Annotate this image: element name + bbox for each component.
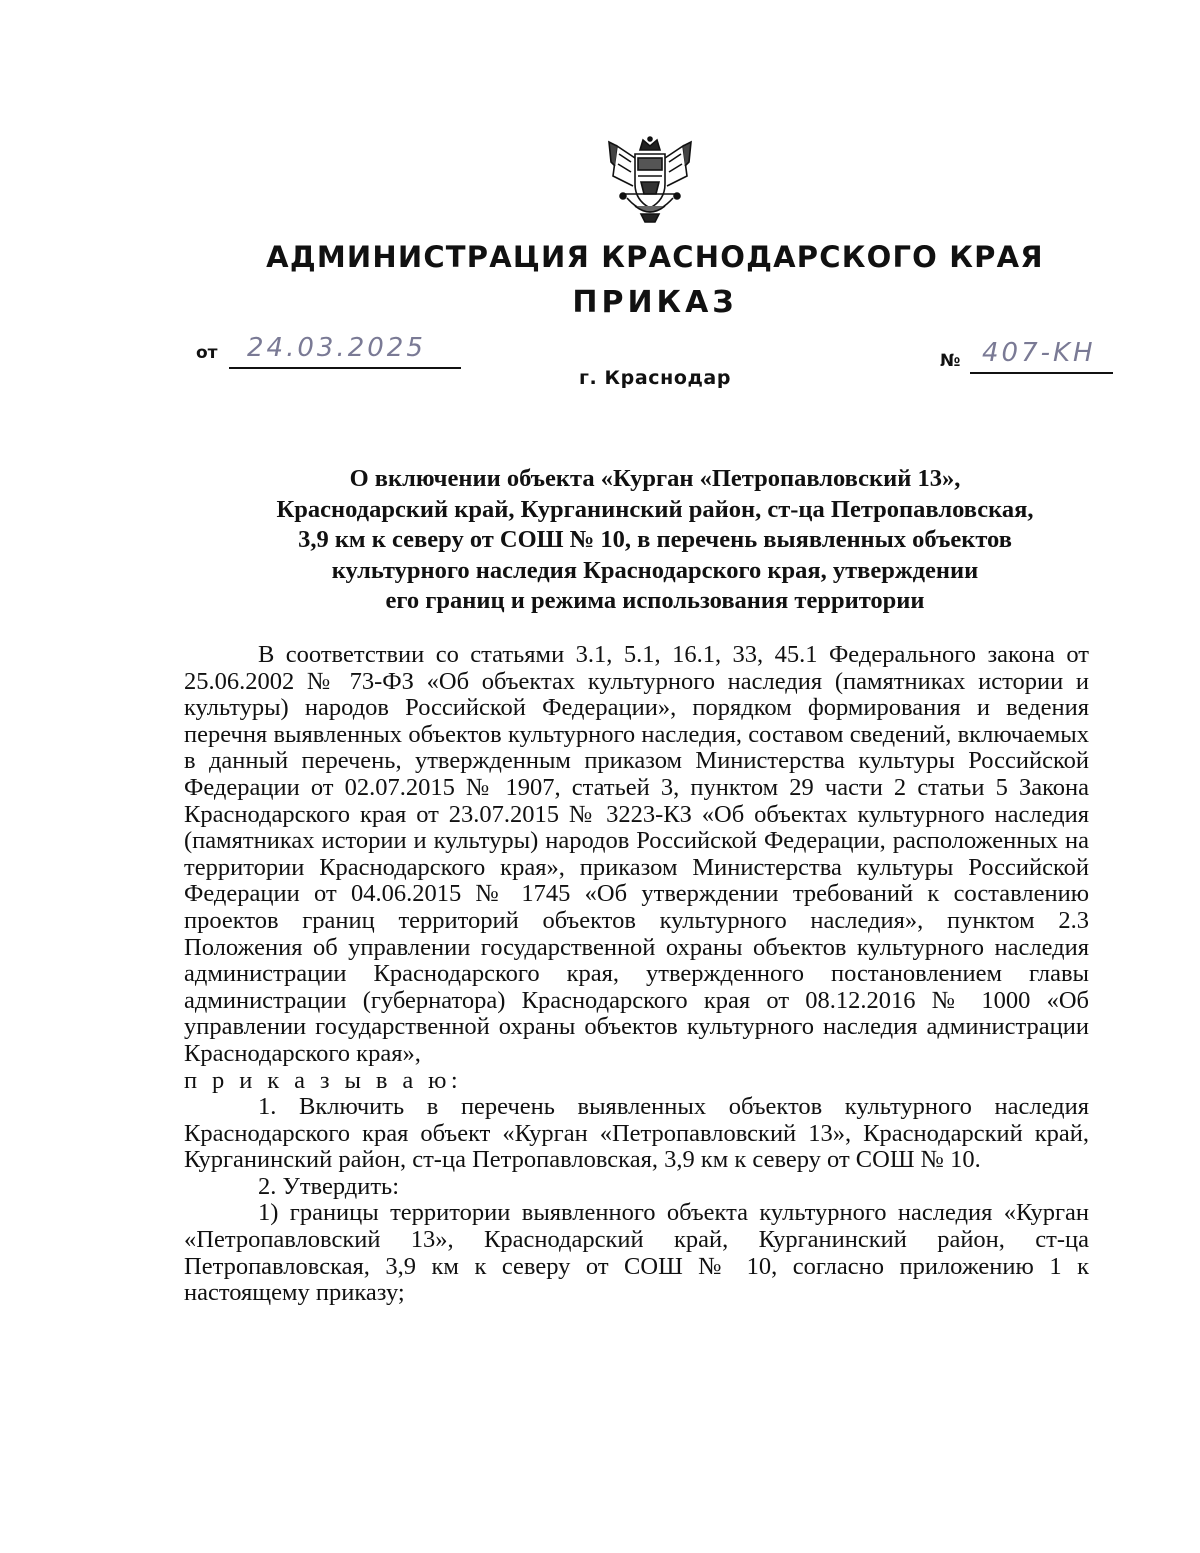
heading-line: 3,9 км к северу от СОШ № 10, в перечень выявленных объектов xyxy=(298,526,1012,553)
heading-line: культурного наследия Краснодарского края, утверждении xyxy=(331,556,979,584)
order-heading xyxy=(180,464,1130,617)
organization-title: АДМИНИСТРАЦИЯ КРАСНОДАРСКОГО КРАЯ xyxy=(266,240,1044,274)
document-type-title: ПРИКАЗ xyxy=(572,285,738,320)
number-field xyxy=(970,338,1113,374)
item-1-paragraph: 1. Включить в перечень выявленных объектов культурного наследия Краснодарского края объект «Курган «Петропавловский 13», Краснодарский край, Курганинский район, ст-ца Петропавловская, 3,9 км к северу от СОШ № 10. xyxy=(184,1093,1089,1174)
order-body xyxy=(184,642,1089,1307)
item-2-paragraph: 2. Утвердить: xyxy=(258,1172,400,1200)
date-handwritten-value: 24.03.2025 xyxy=(247,333,426,363)
heading-line: Краснодарский край, Курганинский район, ст-ца Петропавловская, xyxy=(276,495,1034,523)
preamble-paragraph: В соответствии со статьями 3.1, 5.1, 16.1, 33, 45.1 Федерального закона от 25.06.2002 № 73-ФЗ «Об объектах культурного наследия (памятниках истории и культуры) народов Российской Федерации», порядком формирования и ведения перечня выявленных объектов культурного наследия, составом сведений, включаемых в данный перечень, утвержденным приказом Министерства культуры Российской Федерации от 02.07.2015 № 1907, статьей 3, пунктом 29 части 2 статьи 5 Закона Краснодарского края от 23.07.2015 № 3223-КЗ «Об объектах культурного наследия (памятниках истории и культуры) народов Российской Федерации, расположенных на территории Краснодарского края», приказом Министерства культуры Российской Федерации от 04.06.2015 № 1745 «Об утверждении требований к составлению проектов границ территорий объектов культурного наследия», пунктом 2.3 Положения об управлении государственной охраны объектов культурного наследия администрации Краснодарского края, утвержденного постановлением главы администрации (губернатора) Краснодарского края от 08.12.2016 № 1000 «Об управлении государственной охраны объектов культурного наследия администрации Краснодарского края», xyxy=(184,641,1089,1067)
date-prefix: от xyxy=(196,343,218,363)
heading-line: О включении объекта «Курган «Петропавловский 13», xyxy=(349,465,961,492)
city-label: г. Краснодар xyxy=(578,367,732,389)
coat-of-arms-emblem xyxy=(605,136,695,224)
item-2-1-paragraph: 1) границы территории выявленного объекта культурного наследия «Курган «Петропавловский 13», Краснодарский край, Курганинский район, ст-ца Петропавловская, 3,9 км к северу от СОШ № 10, согласно приложению 1 к настоящему приказу; xyxy=(184,1199,1089,1307)
number-handwritten-value: 407-KH xyxy=(982,338,1096,368)
heading-line: его границ и режима использования территории xyxy=(385,587,925,614)
order-word: п р и к а з ы в а ю: xyxy=(184,1066,463,1094)
date-field xyxy=(229,333,461,369)
number-prefix: № xyxy=(940,351,961,371)
